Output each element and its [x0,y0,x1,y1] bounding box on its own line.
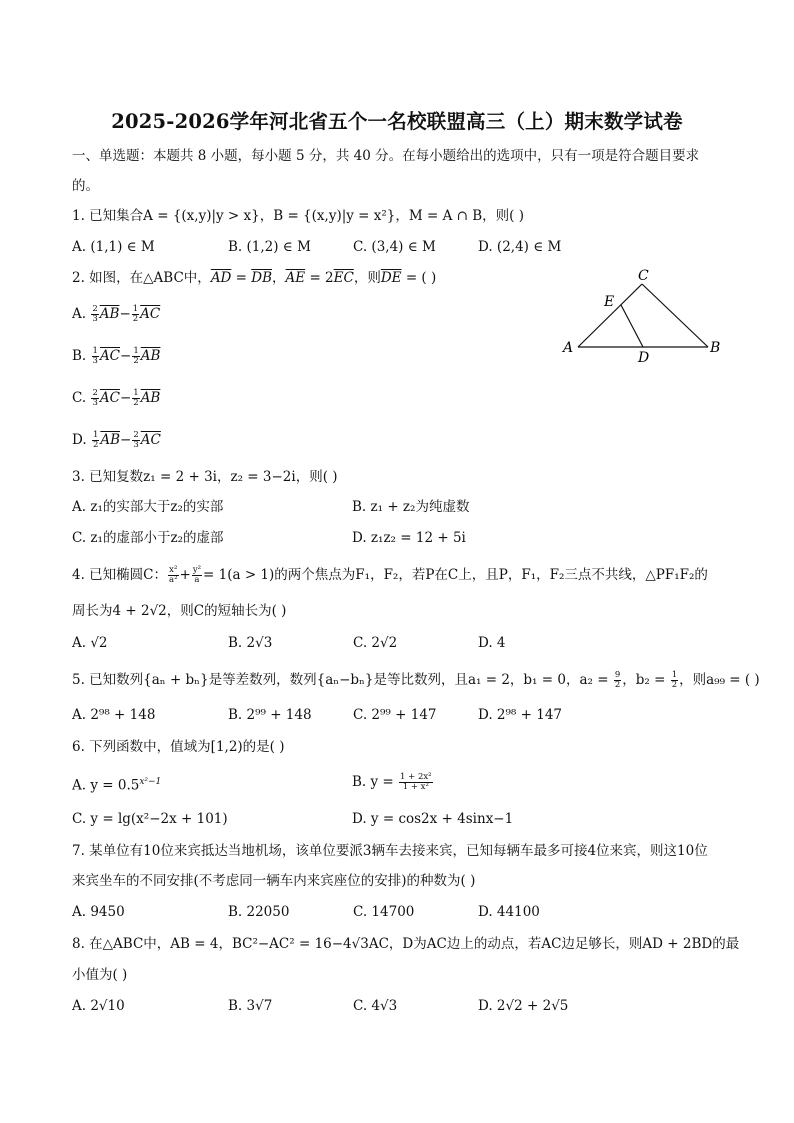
question-1-stem: 1. 已知集合A = {(x,y)|y > x}，B = {(x,y)|y = x²}，M = A ∩ B，则( ) [72,208,524,224]
q7-option-d[interactable]: D. 44100 [478,904,540,920]
q1-option-c[interactable]: C. (3,4) ∈ M [353,239,436,255]
q5-option-c[interactable]: C. 2⁹⁹ + 147 [353,707,437,723]
section-heading: 一、单选题：本题共 8 小题，每小题 5 分，共 40 分。在每小题给出的选项中，只有一项是符合题目要求 [72,148,700,164]
q8-option-b[interactable]: B. 3√7 [228,998,273,1014]
question-8-stem: 8. 在△ABC中，AB = 4，BC²−AC² = 16−4√3AC，D为AC边上的动点，若AC边足够长，则AD + 2BD的最 [72,936,740,952]
side-cb [642,284,708,347]
section-heading-cont: 的。 [72,178,99,194]
q8-option-c[interactable]: C. 4√3 [353,998,398,1014]
q1-option-a[interactable]: A. (1,1) ∈ M [72,239,155,255]
q2-stem-end: = ( ) [405,270,437,286]
q7-option-b[interactable]: B. 22050 [228,904,290,920]
q2-option-b[interactable]: B. $\frac{1}{3}$ $\overline{AC}-$ $\frac{1}{2}$ $\overline{AB}$ [72,346,161,366]
segment-de [621,305,643,347]
question-6-stem: 6. 下列函数中，值域为[1,2)的是( ) [72,739,285,755]
q2-option-a[interactable]: A. $\frac{2}{3}$ $\overline{AB}-$ $\frac{1}{2}$ $\overline{AC}$ [72,304,161,324]
q6-option-c[interactable]: C. y = lg(x²−2x + 101) [72,811,228,827]
q3-option-a[interactable]: A. z₁的实部大于z₂的实部 [72,499,224,515]
question-5-stem: 5. 已知数列{aₙ + bₙ}是等差数列，数列{aₙ−bₙ}是等比数列，且a₁ = 2，b₁ = 0，a₂ = $\frac{9}{2}$ ，b₂ = $\frac{1}{2}$ ，则a₉₉ = ( ) [72,670,760,690]
q4-option-a[interactable]: A. √2 [72,635,108,651]
q5-option-b[interactable]: B. 2⁹⁹ + 148 [228,707,312,723]
q1-option-d[interactable]: D. (2,4) ∈ M [478,239,562,255]
q8-option-d[interactable]: D. 2√2 + 2√5 [478,998,569,1014]
q3-option-b[interactable]: B. z₁ + z₂为纯虚数 [352,499,470,515]
question-2-stem: 2. 如图，在△ABC中，$\overline{AD} = \overline{DB}$，$\overline{AE} = 2\overline{EC}$，则$\overline{DE}$ = ( ) [72,270,437,286]
vertex-b-label: B [710,340,721,356]
q2-stem-mid: ，则 [353,270,381,286]
q7-option-a[interactable]: A. 9450 [72,904,125,920]
q1-option-b[interactable]: B. (1,2) ∈ M [228,239,311,255]
q6-option-a[interactable]: A. $y = 0.5^{x^2-1}$ [72,777,162,794]
q7-option-c[interactable]: C. 14700 [353,904,415,920]
q5-option-d[interactable]: D. 2⁹⁸ + 147 [478,707,562,723]
page-title: 2025-2026学年河北省五个一名校联盟高三（上）期末数学试卷 [111,110,683,133]
q8-option-a[interactable]: A. 2√10 [72,998,125,1014]
vertex-c-label: C [638,268,649,284]
question-3-stem: 3. 已知复数z₁ = 2 + 3i，z₂ = 3−2i，则( ) [72,469,338,485]
triangle-figure [556,262,736,372]
q5-option-a[interactable]: A. 2⁹⁸ + 148 [72,707,156,723]
q4-option-d[interactable]: D. 4 [478,635,506,651]
q4-option-c[interactable]: C. 2√2 [353,635,398,651]
q6-option-b[interactable]: B. y = $\frac{\text{1 + 2x²}}{\text{1 + x²}}$ [352,772,432,792]
vertex-a-label: A [563,340,574,356]
q4-option-b[interactable]: B. 2√3 [228,635,273,651]
q3-option-c[interactable]: C. z₁的虚部小于z₂的虚部 [72,530,224,546]
q6-option-d[interactable]: D. y = cos2x + 4sinx−1 [352,811,514,827]
q3-option-d[interactable]: D. z₁z₂ = 12 + 5i [352,530,466,546]
question-4-stem: 4. 已知椭圆C： $\frac{\text{x²}}{\text{a²}}$ + $\frac{\text{y²}}{a}$ = 1(a > 1)的两个焦点为F₁，F₂，若P在C上，且P，F₁，F₂三点不共线，△PF₁F₂的 [72,565,708,585]
question-4-stem-cont: 周长为4 + 2√2，则C的短轴长为( ) [72,603,287,619]
q2-option-c[interactable]: C. $\frac{2}{3}$ $\overline{AC}-$ $\frac{1}{2}$ $\overline{AB}$ [72,388,161,408]
q2-option-d[interactable]: D. $\frac{1}{2}$ $\overline{AB}-$ $\frac{2}{3}$ $\overline{AC}$ [72,430,161,450]
q2-stem-pre: 2. 如图，在△ABC中， [72,270,211,286]
question-8-stem-cont: 小值为( ) [72,967,128,983]
question-7-stem-cont: 来宾坐车的不同安排(不考虑同一辆车内来宾座位的安排)的种数为( ) [72,873,476,889]
point-e-label: E [604,294,615,310]
point-d-label: D [638,350,650,366]
question-7-stem: 7. 某单位有10位来宾抵达当地机场，该单位要派3辆车去接来宾，已知每辆车最多可接4位来宾，则这10位 [72,843,708,859]
